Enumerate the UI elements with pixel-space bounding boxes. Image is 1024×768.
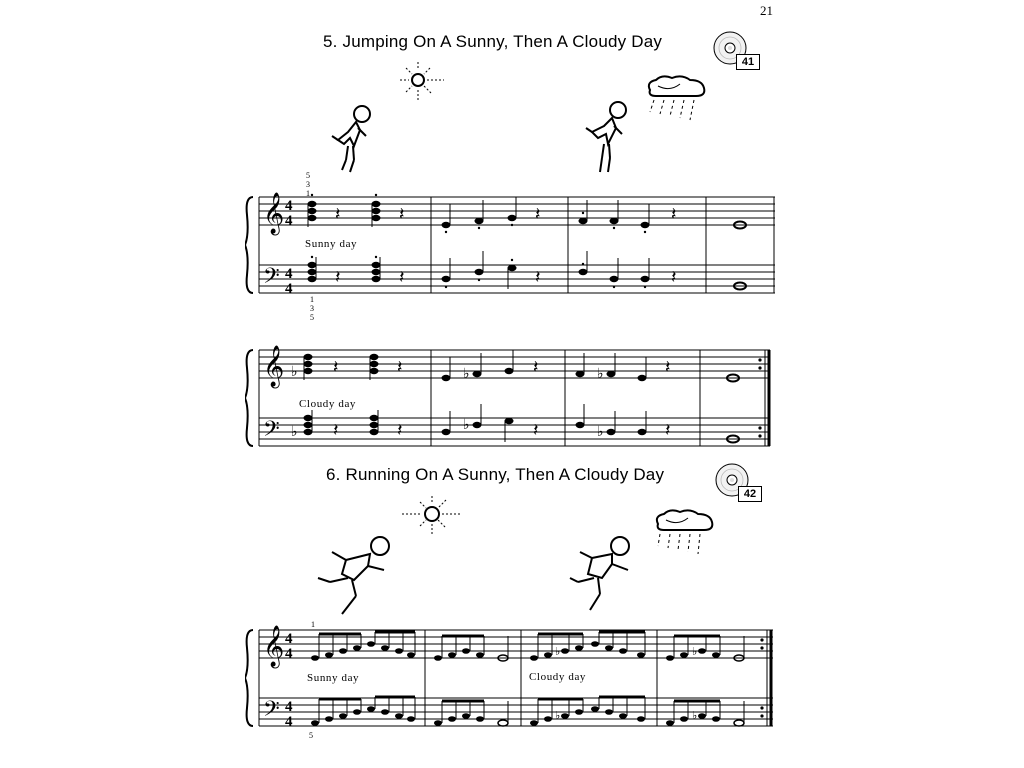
- quarter-rest-icon: 𝄽: [333, 357, 339, 378]
- lyric-text: Cloudy day: [299, 398, 357, 410]
- bass-clef-icon: 𝄢: [263, 697, 280, 727]
- flat-icon: ♭: [463, 367, 470, 382]
- flat-icon: ♭: [597, 367, 604, 382]
- lyric-text: Sunny day: [305, 238, 358, 250]
- note-head: [641, 276, 650, 282]
- note-head: [372, 215, 381, 221]
- music-system-3: [245, 622, 775, 747]
- treble-clef-icon: 𝄞: [263, 346, 285, 387]
- note-head: [442, 276, 451, 282]
- note-head: [308, 215, 317, 221]
- flat-icon: ♭: [555, 710, 561, 722]
- rain-cloud-icon: [648, 506, 720, 560]
- quarter-rest-icon: 𝄽: [397, 357, 403, 378]
- note-head: [372, 208, 381, 214]
- note-head: [508, 265, 517, 271]
- lyric-text: Cloudy day: [529, 671, 587, 683]
- rain-cloud-icon: [640, 72, 712, 126]
- sun-icon: [400, 494, 464, 536]
- time-signature-bottom: 4: [285, 714, 293, 730]
- flat-icon: ♭: [291, 425, 298, 440]
- note-head: [308, 276, 317, 282]
- fingering-bottom: 1 3 5: [310, 295, 314, 322]
- quarter-rest-icon: 𝄽: [335, 204, 341, 225]
- note-head: [308, 262, 317, 268]
- time-signature-top: 4: [285, 266, 293, 282]
- grand-staff: [245, 175, 775, 325]
- flat-icon: ♭: [463, 418, 470, 433]
- flat-icon: ♭: [597, 425, 604, 440]
- note-head: [579, 218, 588, 224]
- bass-clef-icon: 𝄢: [263, 417, 280, 447]
- time-signature-bottom: 4: [285, 281, 293, 297]
- fingering-top: 5 3 1: [306, 171, 310, 198]
- note-head: [308, 208, 317, 214]
- fingering-top: 1: [311, 620, 315, 629]
- time-signature-top: 4: [285, 198, 293, 214]
- flat-icon: ♭: [692, 646, 698, 658]
- flat-icon: ♭: [692, 710, 698, 722]
- note-head: [372, 276, 381, 282]
- bass-clef-icon: 𝄢: [263, 264, 280, 294]
- cd-track-42: [714, 462, 760, 500]
- flat-icon: ♭: [291, 365, 298, 380]
- note-head: [508, 215, 517, 221]
- cd-track-number: 41: [736, 54, 760, 70]
- quarter-rest-icon: 𝄽: [671, 267, 677, 288]
- fingering-bottom: 5: [309, 731, 313, 740]
- time-signature-bottom: 4: [285, 213, 293, 229]
- lyric-text: Sunny day: [307, 672, 360, 684]
- note-head: [308, 269, 317, 275]
- jumping-stick-figure: [582, 98, 642, 178]
- quarter-rest-icon: 𝄽: [399, 204, 405, 225]
- note-head: [475, 269, 484, 275]
- quarter-rest-icon: 𝄽: [335, 267, 341, 288]
- note-head: [610, 218, 619, 224]
- note-head: [372, 201, 381, 207]
- note-head: [372, 262, 381, 268]
- note-head: [475, 218, 484, 224]
- exercise-5-title: 5. Jumping On A Sunny, Then A Cloudy Day: [323, 32, 663, 51]
- sun-icon: [398, 60, 446, 102]
- time-signature-top: 4: [285, 699, 293, 715]
- quarter-rest-icon: 𝄽: [533, 357, 539, 378]
- quarter-rest-icon: 𝄽: [533, 420, 539, 441]
- running-stick-figure: [566, 532, 646, 614]
- time-signature-top: 4: [285, 631, 293, 647]
- page-number: 21: [760, 3, 773, 18]
- running-stick-figure: [312, 530, 392, 620]
- flat-icon: ♭: [555, 646, 561, 658]
- music-system-2: [245, 338, 775, 463]
- quarter-rest-icon: 𝄽: [399, 267, 405, 288]
- quarter-rest-icon: 𝄽: [671, 204, 677, 225]
- note-head: [579, 269, 588, 275]
- jumping-stick-figure: [320, 102, 380, 177]
- treble-clef-icon: 𝄞: [263, 193, 285, 234]
- note-head: [610, 276, 619, 282]
- treble-clef-icon: 𝄞: [263, 626, 285, 667]
- cd-track-number: 42: [738, 486, 762, 502]
- quarter-rest-icon: 𝄽: [333, 420, 339, 441]
- time-signature-bottom: 4: [285, 646, 293, 662]
- quarter-rest-icon: 𝄽: [535, 267, 541, 288]
- quarter-rest-icon: 𝄽: [397, 420, 403, 441]
- quarter-rest-icon: 𝄽: [665, 357, 671, 378]
- note-head: [308, 201, 317, 207]
- music-system-1: [245, 171, 775, 330]
- note-head: [372, 269, 381, 275]
- cd-track-41: [712, 30, 758, 68]
- exercise-6-title: 6. Running On A Sunny, Then A Cloudy Day: [326, 465, 665, 484]
- quarter-rest-icon: 𝄽: [665, 420, 671, 441]
- quarter-rest-icon: 𝄽: [535, 204, 541, 225]
